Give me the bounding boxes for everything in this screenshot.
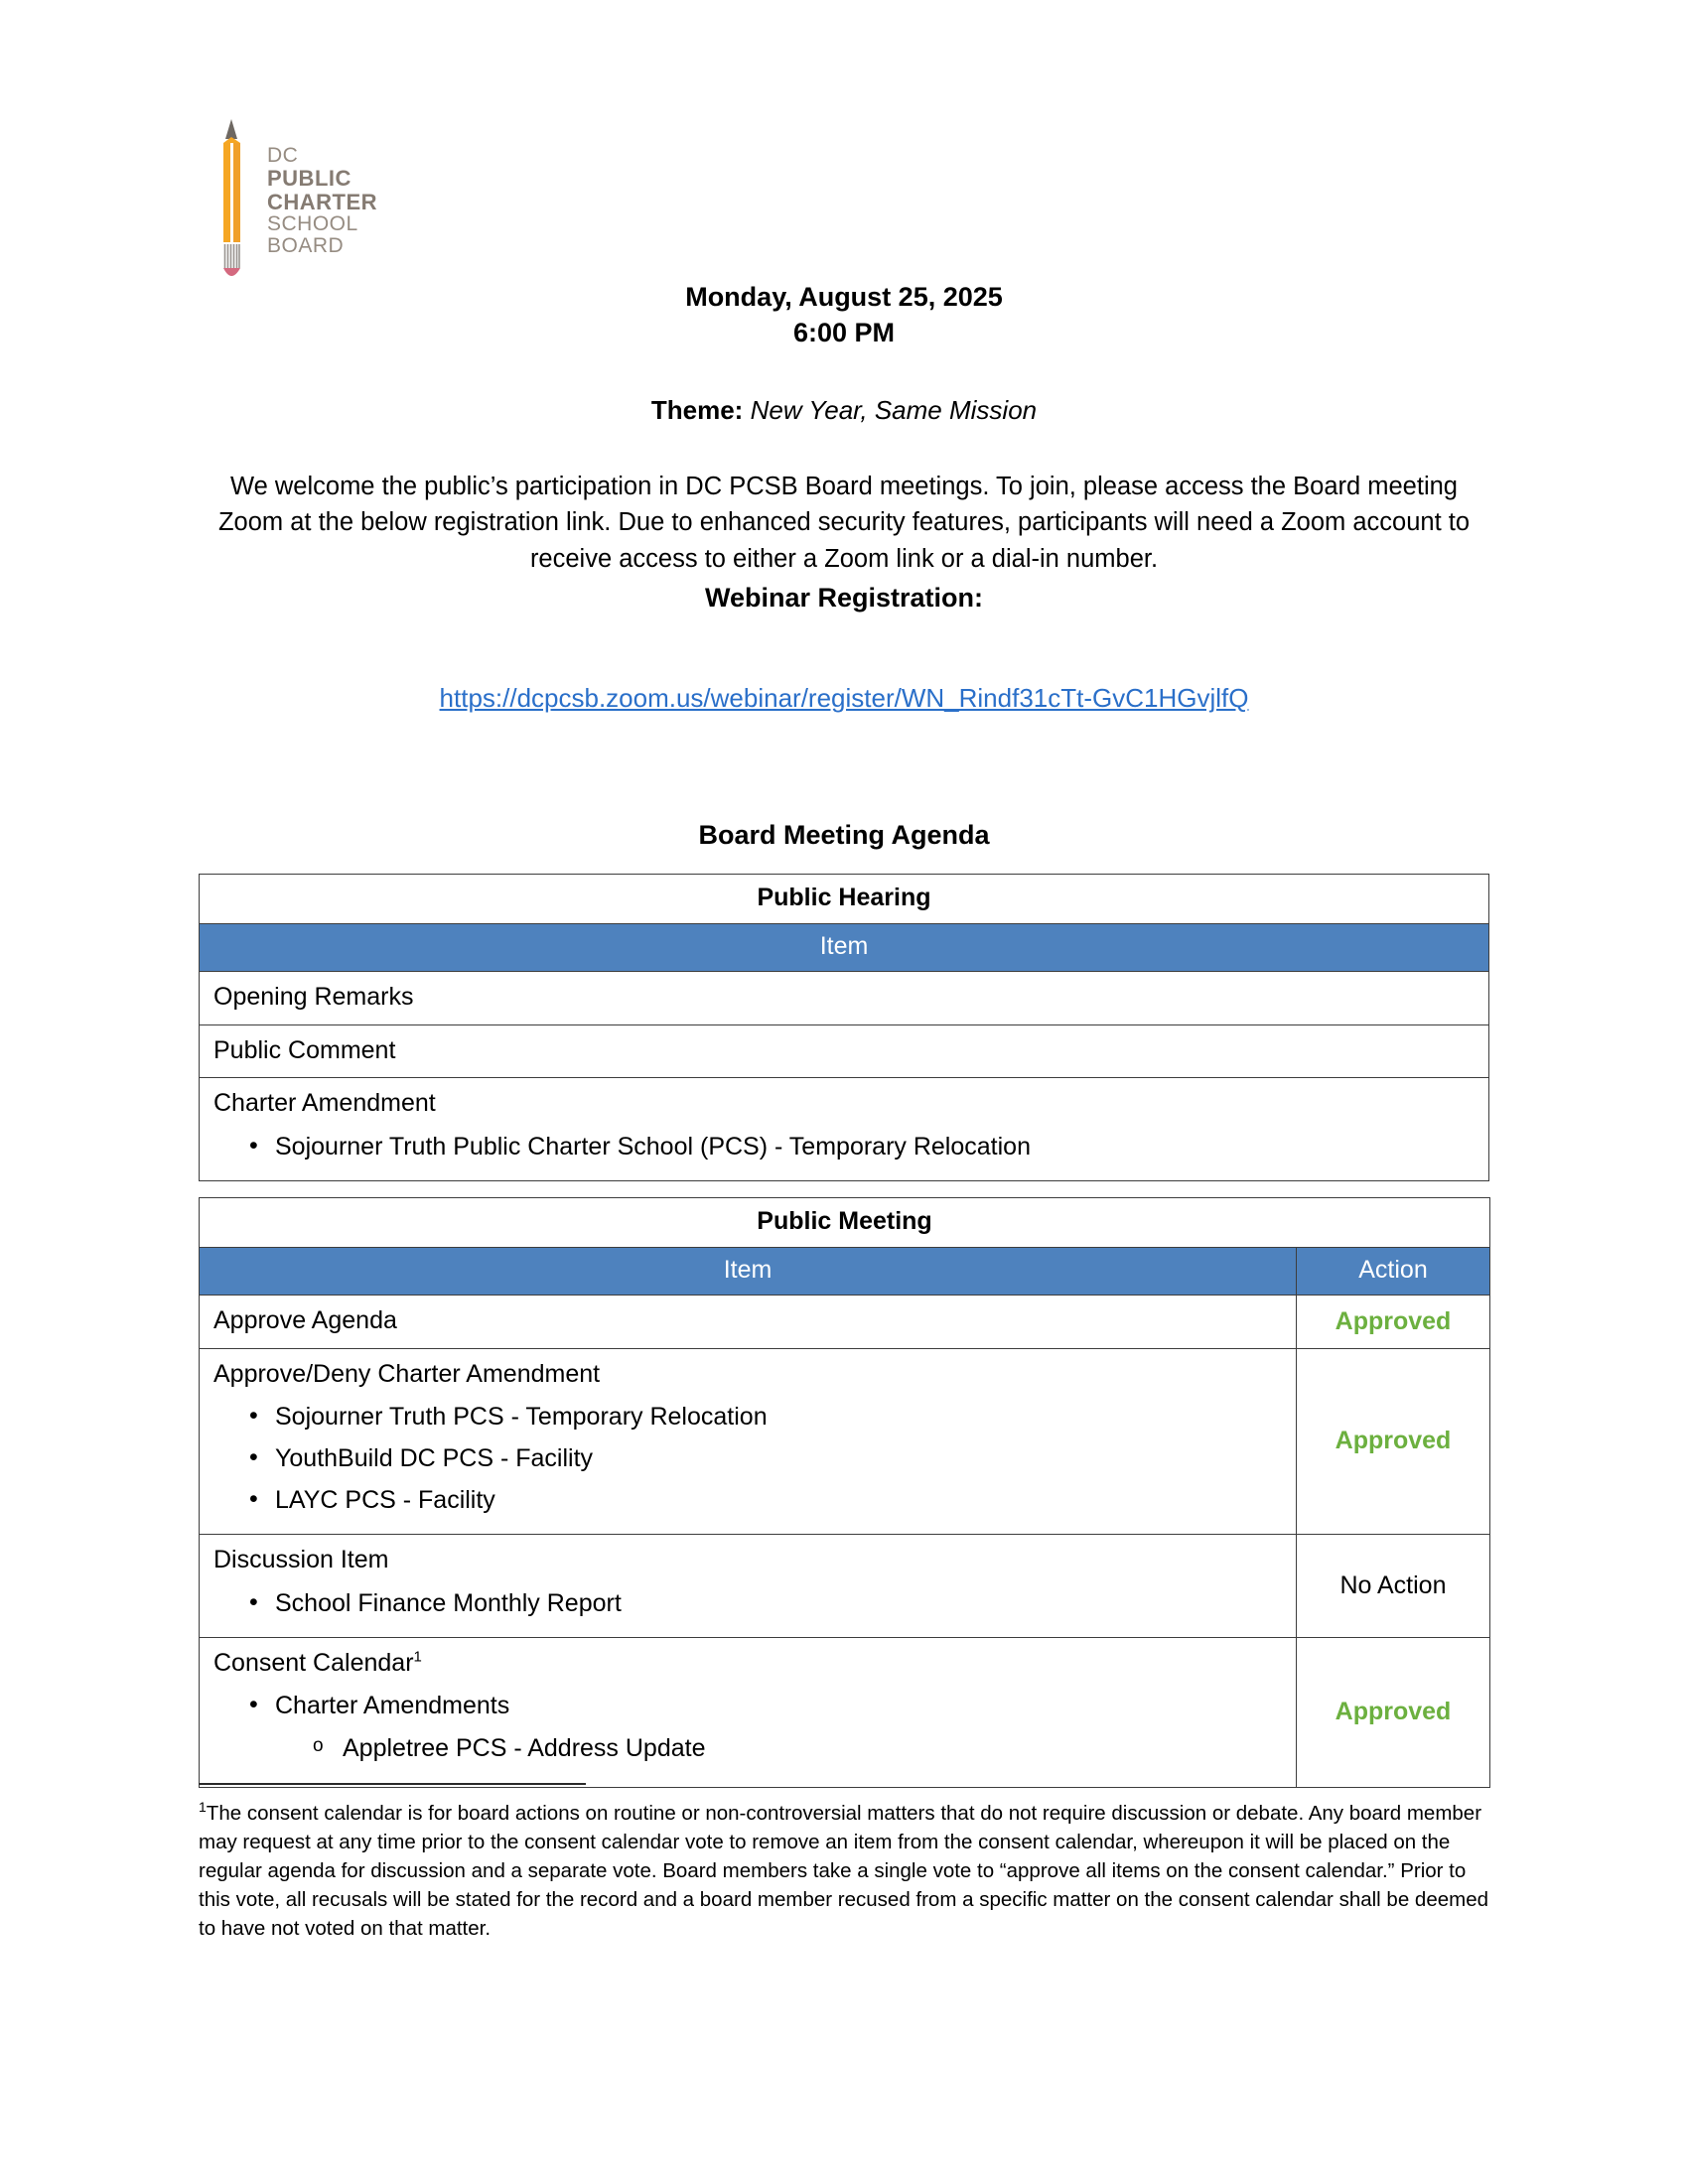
meeting-sub-bullet-list (275, 1727, 1286, 1769)
footnote-text (199, 1799, 1489, 1944)
meeting-bullet-list (213, 1685, 1286, 1774)
page-title: Board Meeting Agenda (698, 820, 990, 850)
registration-link-container (0, 683, 1688, 714)
intro-paragraph: We welcome the public’s participation in DC PCSB Board meetings. To join, please access the Board meeting Zoom at the below registration link. Due to enhanced security features, participants will need a Zoom account to receive access to either a Zoom link or a dial-in number. (217, 473, 1471, 573)
column-header-item: Item (200, 1248, 1297, 1296)
table-header-row (200, 924, 1489, 972)
dcpcsb-logo (211, 117, 470, 286)
logo-line-dc: DC (267, 144, 299, 167)
status-badge: Approved (1297, 1637, 1490, 1788)
list-item-label: Charter Amendments (275, 1692, 510, 1719)
table-row (200, 1024, 1489, 1078)
logo-line-public: PUBLIC (267, 166, 352, 192)
table-row (200, 1078, 1489, 1181)
meeting-item-discussion-item (200, 1535, 1297, 1638)
footnote-separator (199, 1783, 586, 1785)
logo-line-charter: CHARTER (267, 189, 378, 214)
meeting-item-label: Consent Calendar (213, 1648, 414, 1677)
hearing-item-opening-remarks: Opening Remarks (200, 972, 1489, 1025)
list-item: • Sojourner Truth Public Charter School (PCS) - Temporary Relocation (275, 1126, 1478, 1167)
table-title-row (200, 875, 1489, 924)
logo-line-school: SCHOOL (267, 211, 358, 235)
meeting-bullet-list (213, 1582, 1286, 1624)
table-header-row (200, 1248, 1490, 1296)
theme-value: New Year, Same Mission (750, 395, 1038, 425)
theme-label: Theme: (650, 395, 744, 425)
column-header-action: Action (1297, 1248, 1490, 1296)
meeting-item-label: Discussion Item (213, 1546, 389, 1573)
status-badge: No Action (1297, 1535, 1490, 1638)
hearing-item-charter-amendment (200, 1078, 1489, 1181)
public-hearing-table (199, 874, 1489, 1181)
column-header-item: Item (200, 924, 1489, 972)
hearing-item-label: Charter Amendment (213, 1089, 436, 1117)
list-item: • School Finance Monthly Report (275, 1582, 1286, 1624)
table-row (200, 1535, 1490, 1638)
footnote-body: The consent calendar is for board actions on routine or non-controversial matters that do not require discussion or debate. Any board member may request at any time prior to the consent calendar vote to remove an item from the consent calendar, whereupon it will be placed on the regular agenda for discussion and a separate vote. Board members take a single vote to “approve all items on the consent calendar.” Prior to this vote, all recusals will be stated for the record and a board member recused from a specific matter on the consent calendar shall be deemed to have not voted on that matter. (199, 1802, 1489, 1941)
pencil-icon (211, 117, 251, 286)
meeting-item-approve-agenda: Approve Agenda (200, 1296, 1297, 1349)
meeting-item-approve-deny-charter-amendment (200, 1348, 1297, 1535)
list-item: • LAYC PCS - Facility (275, 1479, 1286, 1521)
table-title-row (200, 1198, 1490, 1248)
hearing-item-public-comment: Public Comment (200, 1024, 1489, 1078)
hearing-bullet-list (213, 1126, 1478, 1167)
public-meeting-title: Public Meeting (200, 1198, 1490, 1248)
list-item: o Appletree PCS - Address Update (343, 1727, 1286, 1769)
logo-wordmark (267, 145, 377, 257)
footnote-marker: 1 (413, 1648, 422, 1666)
table-row (200, 972, 1489, 1025)
theme-line (0, 395, 1688, 426)
meeting-bullet-list (213, 1396, 1286, 1521)
meeting-datetime (0, 280, 1688, 351)
meeting-item-consent-calendar (200, 1637, 1297, 1788)
status-badge: Approved (1297, 1348, 1490, 1535)
public-hearing-title: Public Hearing (200, 875, 1489, 924)
table-row (200, 1637, 1490, 1788)
table-row (200, 1296, 1490, 1349)
meeting-time: 6:00 PM (792, 317, 896, 347)
list-item: • YouthBuild DC PCS - Facility (275, 1437, 1286, 1479)
list-item: • Sojourner Truth PCS - Temporary Relocation (275, 1396, 1286, 1437)
meeting-item-label: Approve/Deny Charter Amendment (213, 1359, 601, 1388)
meeting-date: Monday, August 25, 2025 (685, 282, 1003, 312)
registration-link[interactable]: https://dcpcsb.zoom.us/webinar/register/WN_Rindf31cTt-GvC1HGvjlfQ (439, 683, 1249, 713)
webinar-registration-label: Webinar Registration: (704, 583, 984, 614)
footnote-marker: 1 (199, 1799, 207, 1816)
participation-intro (199, 469, 1489, 617)
table-row (200, 1348, 1490, 1535)
public-meeting-table (199, 1197, 1490, 1788)
list-item (275, 1685, 1286, 1774)
logo-line-board: BOARD (267, 234, 345, 258)
status-badge: Approved (1297, 1296, 1490, 1349)
